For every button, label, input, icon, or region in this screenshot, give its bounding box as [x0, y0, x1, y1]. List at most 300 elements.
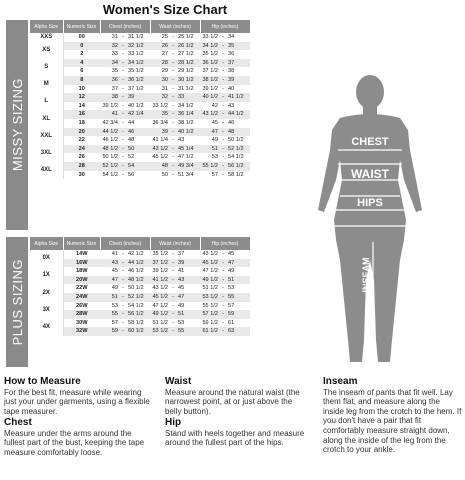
waist-min-cell: 37 1/2	[150, 259, 170, 268]
plus-size-table	[30, 237, 251, 336]
chest-min-cell: 51	[100, 293, 120, 302]
range-dash: -	[170, 276, 176, 285]
chest-info-text: Measure under the arms around the fullest part of the bust, keeping the tape measure comfortably loose.	[4, 428, 145, 457]
range-dash: -	[220, 67, 226, 76]
hip-max-cell: 50 1/2	[226, 136, 250, 145]
table-row	[30, 136, 250, 145]
hip-min-cell: 39 1/2	[200, 85, 220, 94]
range-dash: -	[120, 267, 126, 276]
hip-max-cell: 35	[226, 42, 250, 51]
waist-max-cell: 31 1/2	[176, 85, 200, 94]
chest-max-cell: 34 1/2	[126, 59, 150, 68]
chest-max-cell: 48 1/2	[126, 276, 150, 285]
waist-min-cell: 35 1/2	[150, 250, 170, 259]
range-dash: -	[120, 162, 126, 171]
range-dash: -	[120, 102, 126, 111]
chest-max-cell: 33 1/2	[126, 50, 150, 59]
waist-min-cell: 43 1/2	[150, 284, 170, 293]
numeric-size-header: Numeric Size	[63, 20, 100, 33]
range-dash: -	[170, 284, 176, 293]
range-dash: -	[120, 145, 126, 154]
chest-max-cell: 32 1/2	[126, 42, 150, 51]
chest-max-cell: 44	[126, 119, 150, 128]
numeric-size-cell: 10	[63, 85, 100, 94]
range-dash: -	[220, 93, 226, 102]
range-dash: -	[120, 110, 126, 119]
hip-min-cell: 57	[200, 171, 220, 180]
numeric-size-cell: 0	[63, 42, 100, 51]
chest-min-cell: 41	[100, 250, 120, 259]
range-dash: -	[170, 293, 176, 302]
hip-max-cell: 51	[226, 276, 250, 285]
waist-max-cell: 34 1/2	[176, 102, 200, 111]
table-row	[30, 153, 250, 162]
range-dash: -	[170, 327, 176, 336]
range-dash: -	[220, 50, 226, 59]
hip-min-cell: 47	[200, 128, 220, 137]
chest-min-cell: 46 1/2	[100, 136, 120, 145]
hip-min-cell: 55 1/2	[200, 302, 220, 311]
numeric-size-cell: 6	[63, 67, 100, 76]
waist-max-cell: 37	[176, 250, 200, 259]
chest-min-cell: 42 3/4	[100, 119, 120, 128]
table-row	[30, 76, 250, 85]
range-dash: -	[170, 110, 176, 119]
chest-min-cell: 52 1/2	[100, 162, 120, 171]
chest-min-cell: 54 1/2	[100, 171, 120, 180]
range-dash: -	[120, 33, 126, 42]
hip-min-cell: 45	[200, 119, 220, 128]
waist-min-cell: 27	[150, 50, 170, 59]
hip-min-cell: 57 1/2	[200, 310, 220, 319]
range-dash: -	[220, 162, 226, 171]
chest-max-cell: 50	[126, 145, 150, 154]
waist-min-cell: 47 1/2	[150, 302, 170, 311]
numeric-size-cell: 26	[63, 153, 100, 162]
range-dash: -	[120, 128, 126, 137]
table-row	[30, 50, 250, 59]
chest-max-cell: 54 1/2	[126, 302, 150, 311]
waist-min-cell: 41 1/4	[150, 136, 170, 145]
chest-max-cell: 52	[126, 153, 150, 162]
waist-min-cell: 35	[150, 110, 170, 119]
chest-min-cell: 49	[100, 284, 120, 293]
hip-max-cell: 58 1/2	[226, 171, 250, 180]
hip-min-cell: 35 1/2	[200, 50, 220, 59]
hip-min-cell: 53 1/2	[200, 293, 220, 302]
hip-min-cell: 59 1/2	[200, 319, 220, 328]
table-row	[30, 110, 250, 119]
table-header-row	[30, 20, 250, 33]
hip-max-cell: 56 1/2	[226, 162, 250, 171]
range-dash: -	[120, 67, 126, 76]
chest-min-cell: 44 1/2	[100, 128, 120, 137]
table-row	[30, 128, 250, 137]
alpha-size-cell: 4XL	[30, 162, 63, 179]
hip-max-cell: 36	[226, 50, 250, 59]
range-dash: -	[170, 153, 176, 162]
range-dash: -	[120, 310, 126, 319]
chest-max-cell: 50 1/2	[126, 284, 150, 293]
chest-min-cell: 34	[100, 59, 120, 68]
hip-min-cell: 51	[200, 145, 220, 154]
alpha-size-cell: 2X	[30, 284, 63, 301]
range-dash: -	[170, 67, 176, 76]
range-dash: -	[220, 284, 226, 293]
chest-max-cell: 60 1/2	[126, 327, 150, 336]
hip-max-cell: 41 1/2	[226, 93, 250, 102]
numeric-size-cell: 30W	[63, 319, 100, 328]
waist-min-cell: 39	[150, 128, 170, 137]
chest-min-cell: 36	[100, 76, 120, 85]
range-dash: -	[220, 293, 226, 302]
waist-min-cell: 25	[150, 33, 170, 42]
chest-info-title: Chest	[4, 417, 32, 428]
hip-min-cell: 43 1/2	[200, 250, 220, 259]
waist-max-cell: 27 1/2	[176, 50, 200, 59]
how-to-measure-title: How to Measure	[4, 376, 81, 387]
waist-min-cell: 28	[150, 59, 170, 68]
waist-max-cell: 36 1/4	[176, 110, 200, 119]
waist-max-cell: 51	[176, 310, 200, 319]
waist-max-cell: 40 1/2	[176, 128, 200, 137]
range-dash: -	[220, 267, 226, 276]
hip-max-cell: 45	[226, 250, 250, 259]
range-dash: -	[220, 128, 226, 137]
range-dash: -	[120, 119, 126, 128]
range-dash: -	[220, 302, 226, 311]
hip-min-cell: 42	[200, 102, 220, 111]
waist-max-cell: 43	[176, 136, 200, 145]
range-dash: -	[170, 119, 176, 128]
range-dash: -	[220, 319, 226, 328]
range-dash: -	[170, 267, 176, 276]
chest-min-cell: 45	[100, 267, 120, 276]
waist-info-title: Waist	[165, 376, 192, 387]
hip-max-cell: 61	[226, 319, 250, 328]
alpha-size-cell: XL	[30, 110, 63, 127]
table-header-row	[30, 237, 250, 250]
hip-max-cell: 52 1/2	[226, 145, 250, 154]
alpha-size-header: Alpha Size	[30, 237, 63, 250]
page-title: Women's Size Chart	[102, 2, 228, 17]
numeric-size-cell: 28	[63, 162, 100, 171]
alpha-size-cell: 1X	[30, 267, 63, 284]
table-row	[30, 67, 250, 76]
waist-max-cell: 45 1/4	[176, 145, 200, 154]
chest-min-cell: 39 1/2	[100, 102, 120, 111]
range-dash: -	[220, 110, 226, 119]
range-dash: -	[120, 302, 126, 311]
waist-min-cell: 49 1/2	[150, 310, 170, 319]
waist-max-cell: 51 3/4	[176, 171, 200, 180]
chest-min-cell: 38	[100, 93, 120, 102]
hip-min-cell: 43 1/2	[200, 110, 220, 119]
hip-max-cell: 44 1/2	[226, 110, 250, 119]
hip-max-cell: 63	[226, 327, 250, 336]
waist-max-cell: 43	[176, 276, 200, 285]
range-dash: -	[170, 128, 176, 137]
chest-max-cell: 40 1/2	[126, 102, 150, 111]
hip-min-cell: 53	[200, 153, 220, 162]
waist-figure-label: WAIST	[351, 167, 389, 181]
table-row	[30, 162, 250, 171]
hip-max-cell: 38	[226, 67, 250, 76]
range-dash: -	[170, 259, 176, 268]
chest-min-cell: 55	[100, 310, 120, 319]
waist-min-cell: 45 1/2	[150, 293, 170, 302]
waist-header: Waist (inches)	[150, 20, 200, 33]
alpha-size-cell: M	[30, 76, 63, 93]
hip-min-cell: 49 1/2	[200, 276, 220, 285]
chest-max-cell: 48	[126, 136, 150, 145]
hip-max-cell: 47	[226, 259, 250, 268]
table-row	[30, 310, 250, 319]
numeric-size-cell: 22	[63, 136, 100, 145]
range-dash: -	[120, 76, 126, 85]
chest-min-cell: 35	[100, 67, 120, 76]
range-dash: -	[120, 171, 126, 180]
range-dash: -	[170, 310, 176, 319]
waist-info-block	[165, 377, 310, 416]
chest-max-cell: 36 1/2	[126, 76, 150, 85]
silhouette-image	[300, 70, 440, 370]
numeric-size-cell: 16W	[63, 259, 100, 268]
plus-table-body	[30, 250, 250, 336]
range-dash: -	[170, 171, 176, 180]
missy-sizing-label: MISSY SIZING	[6, 20, 28, 230]
numeric-size-cell: 18W	[63, 267, 100, 276]
range-dash: -	[170, 59, 176, 68]
numeric-size-cell: 12	[63, 93, 100, 102]
chest-header: Chest (inches)	[100, 237, 150, 250]
range-dash: -	[220, 76, 226, 85]
waist-min-cell: 30	[150, 76, 170, 85]
chest-min-cell: 48 1/2	[100, 145, 120, 154]
waist-max-cell: 39	[176, 259, 200, 268]
chest-min-cell: 50 1/2	[100, 153, 120, 162]
range-dash: -	[120, 327, 126, 336]
hip-info-text: Stand with heels together and measure around the fullest part of the hips.	[165, 428, 305, 448]
range-dash: -	[170, 33, 176, 42]
range-dash: -	[120, 293, 126, 302]
hip-max-cell: 40	[226, 85, 250, 94]
range-dash: -	[170, 102, 176, 111]
range-dash: -	[220, 153, 226, 162]
alpha-size-cell: XS	[30, 42, 63, 59]
chest-max-cell: 56 1/2	[126, 310, 150, 319]
chest-max-cell: 42 1/2	[126, 250, 150, 259]
range-dash: -	[220, 145, 226, 154]
waist-max-cell: 47	[176, 293, 200, 302]
range-dash: -	[170, 162, 176, 171]
missy-table-body	[30, 33, 250, 179]
table-row	[30, 259, 250, 268]
range-dash: -	[170, 319, 176, 328]
chest-min-cell: 47	[100, 276, 120, 285]
waist-min-cell: 50	[150, 171, 170, 180]
hip-min-cell: 36 1/2	[200, 59, 220, 68]
hip-min-cell: 51 1/2	[200, 284, 220, 293]
range-dash: -	[120, 136, 126, 145]
table-row	[30, 250, 250, 259]
inseam-info-text: The inseam of pants that fit well. Lay them flat, and measure along the inside leg from the crotch to the hem. If you don't have a pair that fit comfortably measure straight down, along the inside of the leg from the crotch to your ankle.	[323, 387, 462, 455]
chest-min-cell: 43	[100, 259, 120, 268]
hip-max-cell: 39	[226, 76, 250, 85]
chest-max-cell: 46 1/2	[126, 267, 150, 276]
waist-min-cell: 41 1/2	[150, 276, 170, 285]
alpha-size-cell: 0X	[30, 250, 63, 267]
hips-figure-label: HIPS	[357, 197, 383, 209]
waist-max-cell: 26 1/2	[176, 42, 200, 51]
hip-min-cell: 47 1/2	[200, 267, 220, 276]
alpha-size-cell: XXS	[30, 33, 63, 42]
alpha-size-cell: XXL	[30, 128, 63, 145]
range-dash: -	[220, 42, 226, 51]
chest-min-cell: 57	[100, 319, 120, 328]
inseam-info-block	[323, 377, 463, 455]
chest-min-cell: 33	[100, 50, 120, 59]
hip-header: Hip (inches)	[200, 20, 250, 33]
chest-max-cell: 37 1/2	[126, 85, 150, 94]
hip-max-cell: 43	[226, 102, 250, 111]
waist-min-cell: 31	[150, 85, 170, 94]
chest-header: Chest (inches)	[100, 20, 150, 33]
waist-min-cell: 36 3/4	[150, 119, 170, 128]
range-dash: -	[120, 276, 126, 285]
table-row	[30, 327, 250, 336]
numeric-size-cell: 24W	[63, 293, 100, 302]
range-dash: -	[220, 85, 226, 94]
table-row	[30, 302, 250, 311]
hip-max-cell: 49	[226, 267, 250, 276]
hip-min-cell: 55 1/2	[200, 162, 220, 171]
how-to-measure-block	[4, 377, 154, 416]
body-figure	[300, 70, 440, 370]
waist-min-cell: 26	[150, 42, 170, 51]
alpha-size-cell: S	[30, 59, 63, 76]
range-dash: -	[120, 85, 126, 94]
chest-max-cell: 52 1/2	[126, 293, 150, 302]
table-row	[30, 276, 250, 285]
table-row	[30, 33, 250, 42]
range-dash: -	[170, 85, 176, 94]
numeric-size-cell: 24	[63, 145, 100, 154]
numeric-size-cell: 22W	[63, 284, 100, 293]
range-dash: -	[120, 284, 126, 293]
table-row	[30, 85, 250, 94]
waist-min-cell: 48	[150, 162, 170, 171]
hip-min-cell: 37 1/2	[200, 67, 220, 76]
range-dash: -	[220, 136, 226, 145]
alpha-size-cell: 3X	[30, 302, 63, 319]
waist-min-cell: 39 1/2	[150, 267, 170, 276]
waist-min-cell: 51 1/2	[150, 319, 170, 328]
chest-max-cell: 42 1/4	[126, 110, 150, 119]
hip-min-cell: 33 1/2	[200, 33, 220, 42]
hip-min-cell: 34 1/2	[200, 42, 220, 51]
chest-max-cell: 35 1/2	[126, 67, 150, 76]
waist-max-cell: 29 1/2	[176, 67, 200, 76]
waist-header: Waist (inches)	[150, 237, 200, 250]
range-dash: -	[220, 119, 226, 128]
chest-max-cell: 46	[126, 128, 150, 137]
numeric-size-cell: 8	[63, 76, 100, 85]
range-dash: -	[120, 42, 126, 51]
range-dash: -	[220, 259, 226, 268]
waist-max-cell: 30 1/2	[176, 76, 200, 85]
waist-min-cell: 32	[150, 93, 170, 102]
alpha-size-header: Alpha Size	[30, 20, 63, 33]
chest-min-cell: 32	[100, 42, 120, 51]
waist-max-cell: 41	[176, 267, 200, 276]
hip-header: Hip (inches)	[200, 237, 250, 250]
waist-max-cell: 38 1/2	[176, 119, 200, 128]
plus-sizing-label: PLUS SIZING	[6, 237, 28, 367]
chest-min-cell: 53	[100, 302, 120, 311]
range-dash: -	[220, 250, 226, 259]
waist-max-cell: 53	[176, 319, 200, 328]
hip-max-cell: 54 1/2	[226, 153, 250, 162]
range-dash: -	[220, 171, 226, 180]
chest-max-cell: 39	[126, 93, 150, 102]
alpha-size-cell: 3XL	[30, 145, 63, 162]
chest-max-cell: 54	[126, 162, 150, 171]
hip-max-cell: 59	[226, 310, 250, 319]
table-row	[30, 319, 250, 328]
waist-max-cell: 25 1/2	[176, 33, 200, 42]
table-row	[30, 267, 250, 276]
numeric-size-cell: 20W	[63, 276, 100, 285]
range-dash: -	[220, 276, 226, 285]
numeric-size-cell: 2	[63, 50, 100, 59]
numeric-size-cell: 20	[63, 128, 100, 137]
numeric-size-header: Numeric Size	[63, 237, 100, 250]
table-row	[30, 42, 250, 51]
numeric-size-cell: 26W	[63, 302, 100, 311]
range-dash: -	[220, 33, 226, 42]
hip-max-cell: 37	[226, 59, 250, 68]
alpha-size-cell: L	[30, 93, 63, 110]
waist-max-cell: 55	[176, 327, 200, 336]
numeric-size-cell: 4	[63, 59, 100, 68]
range-dash: -	[120, 319, 126, 328]
range-dash: -	[170, 76, 176, 85]
chest-max-cell: 58 1/2	[126, 319, 150, 328]
hip-info-block	[165, 418, 310, 448]
hip-min-cell: 49	[200, 136, 220, 145]
numeric-size-cell: 00	[63, 33, 100, 42]
inseam-info-title: Inseam	[323, 376, 358, 387]
range-dash: -	[120, 93, 126, 102]
waist-min-cell: 33 1/2	[150, 102, 170, 111]
chest-figure-label: CHEST	[351, 136, 389, 148]
range-dash: -	[170, 93, 176, 102]
range-dash: -	[220, 310, 226, 319]
waist-min-cell: 43 1/2	[150, 145, 170, 154]
waist-max-cell: 49 3/4	[176, 162, 200, 171]
numeric-size-cell: 32W	[63, 327, 100, 336]
table-row	[30, 145, 250, 154]
range-dash: -	[170, 42, 176, 51]
table-row	[30, 59, 250, 68]
waist-info-text: Measure around the natural waist (the narrowest point, at or just above the belly button).	[165, 387, 300, 416]
waist-min-cell: 29	[150, 67, 170, 76]
hip-max-cell: 53	[226, 284, 250, 293]
range-dash: -	[220, 59, 226, 68]
table-row	[30, 102, 250, 111]
missy-size-table	[30, 20, 251, 179]
